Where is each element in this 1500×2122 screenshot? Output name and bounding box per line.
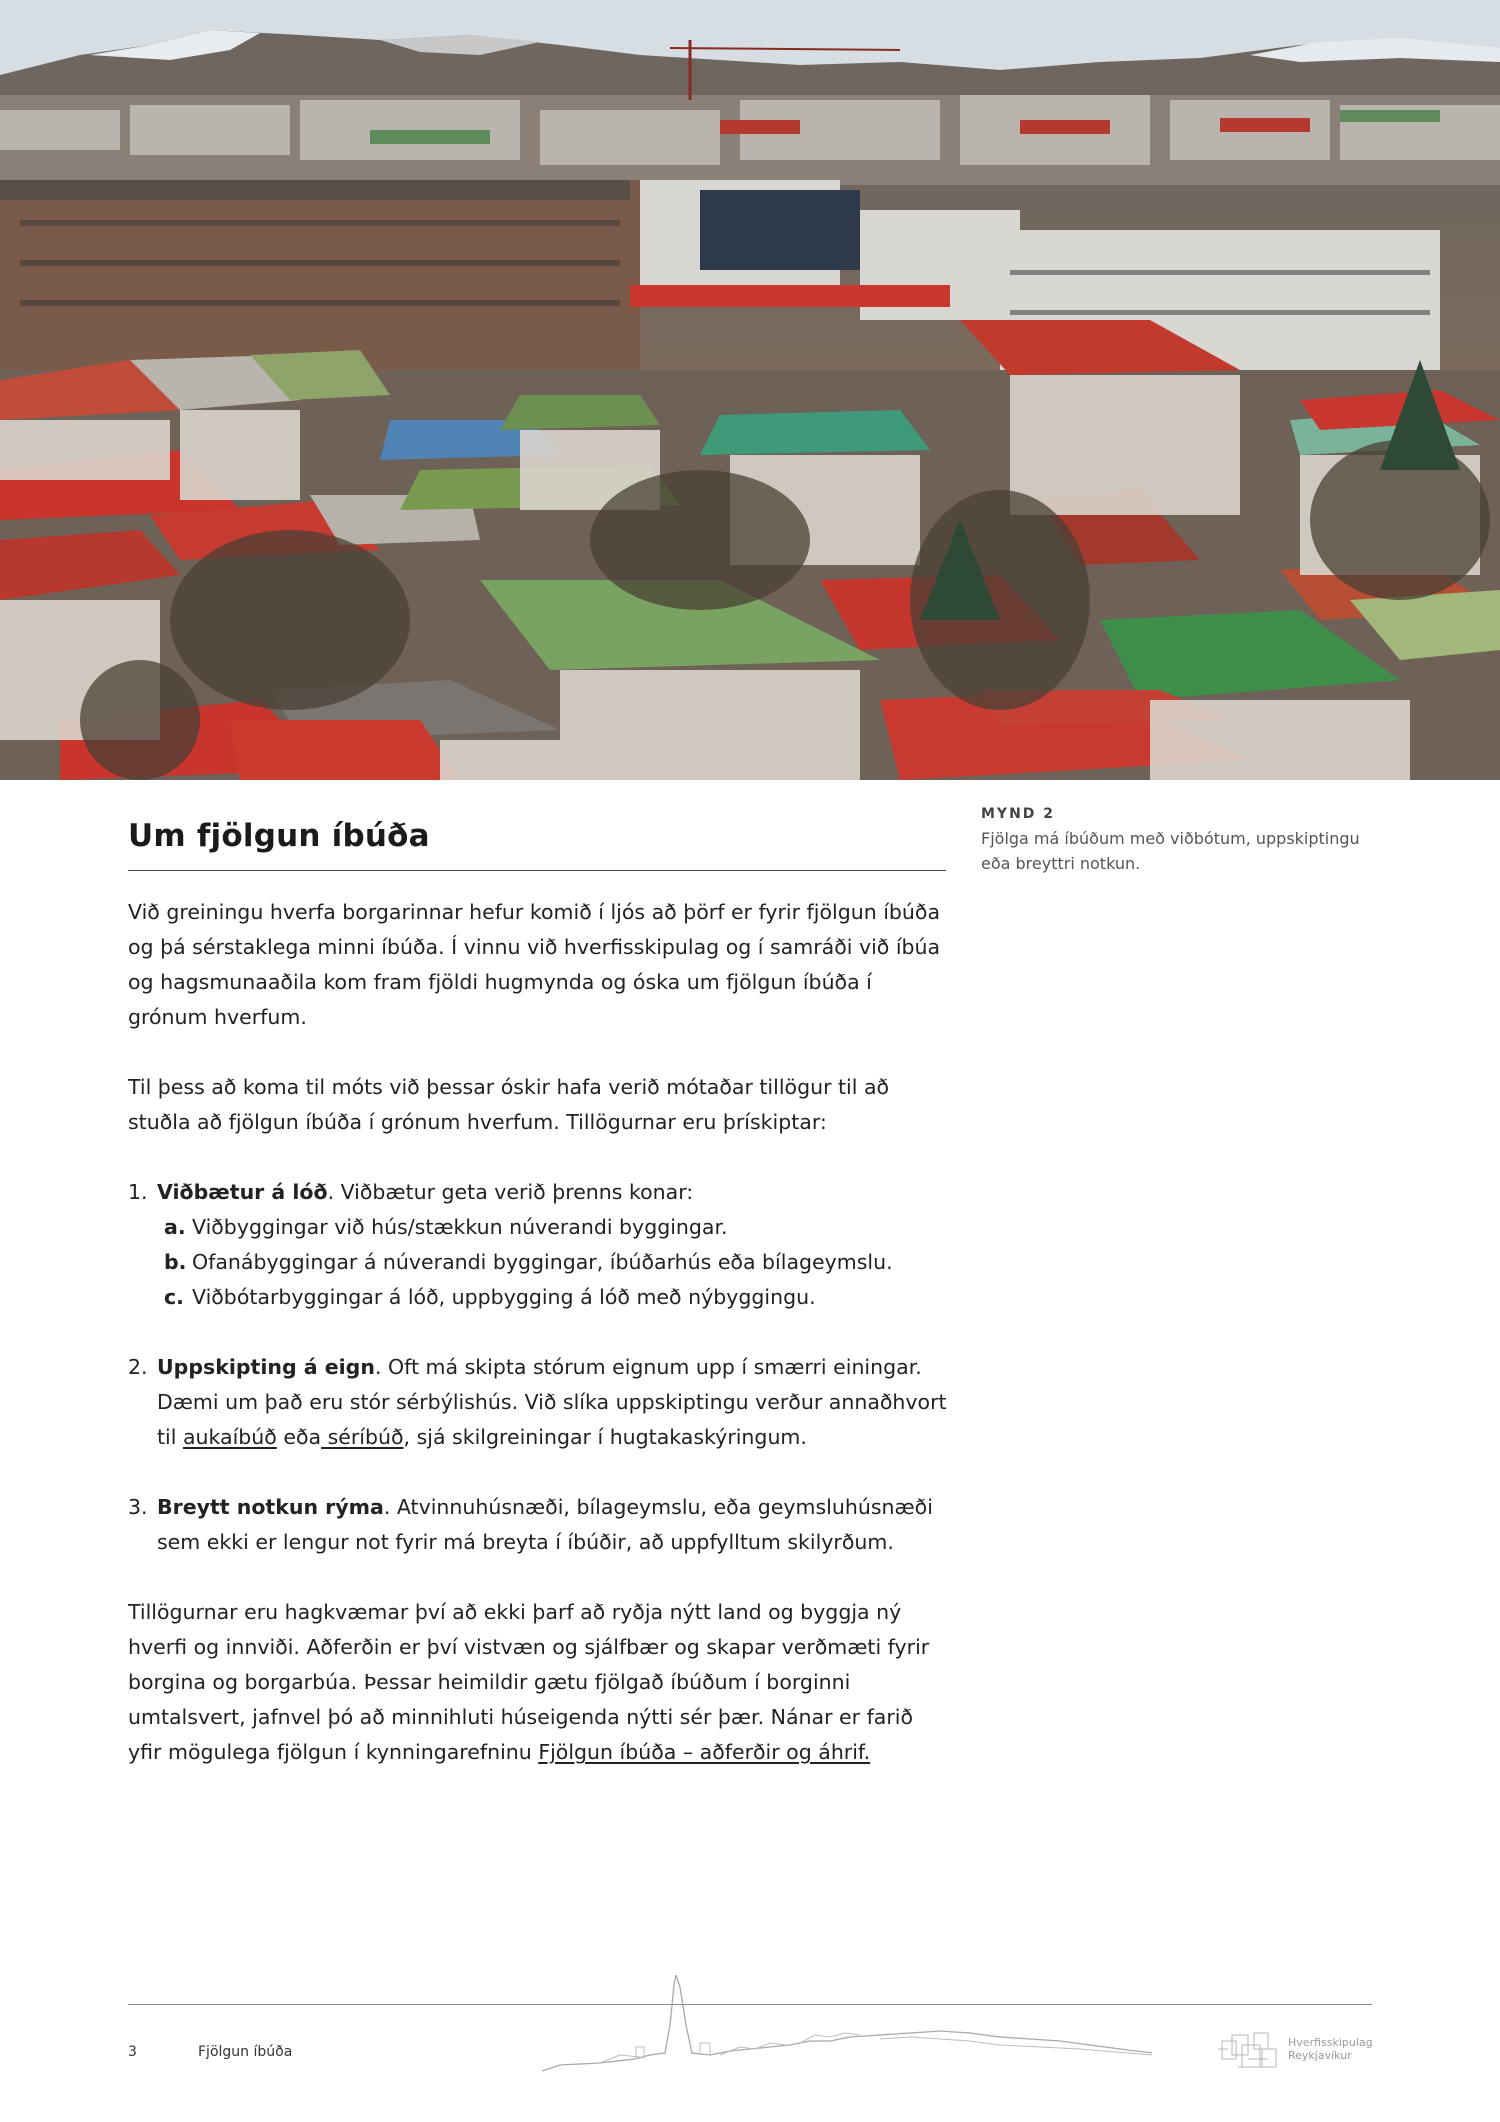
sub-item-c (128, 1280, 950, 1315)
hverfisskipulag-logo (1218, 2029, 1378, 2073)
sub-item-a (128, 1210, 950, 1245)
reykjavik-rooftops-photo (0, 0, 1500, 780)
sub-letter: b. (164, 1250, 187, 1274)
sub-text: Viðbótarbyggingar á lóð, uppbygging á lóð með nýbyggingu. (192, 1285, 816, 1309)
caption-text: Fjölga má íbúðum með viðbótum, uppskiptingu eða breyttri notkun. (981, 829, 1360, 873)
list-item-changed-use (128, 1490, 950, 1560)
kynningarefni-link[interactable]: Fjölgun íbúða – aðferðir og áhrif. (538, 1740, 871, 1764)
list-number: 1. (128, 1180, 148, 1204)
list-item-title: Breytt notkun rýma (157, 1495, 384, 1519)
sub-text: Viðbyggingar við hús/stækkun núverandi byggingar. (192, 1215, 728, 1239)
paragraph-proposals: Til þess að koma til móts við þessar óskir hafa verið mótaðar tillögur til að stuðla að fjölgun íbúða í grónum hverfum. Tillögurnar eru þrískiptar: (128, 1075, 890, 1134)
list-number: 3. (128, 1495, 148, 1519)
document-name: Fjölgun íbúða (198, 2044, 293, 2060)
aukaibud-link[interactable]: aukaíbúð (182, 1425, 277, 1449)
sub-text: Ofanábyggingar á núverandi byggingar, íbúðarhús eða bílageymslu. (192, 1250, 893, 1274)
logo-line-1: Hverfisskipulag (1288, 2036, 1373, 2049)
paragraph-text: Tillögurnar eru hagkvæmar því að ekki þarf að ryðja nýtt land og byggja ný hverfi og innviði. Aðferðin er því vistvæn og sjálfbær og skapar verðmæti fyrir borgina og borgarbúa. Þessar heimildir gætu fjölgað íbúðum í borginni umtalsvert, jafnvel þó að minnihluti húseigenda nýtti sér þær. Nánar er farið yfir mögulega fjölgun í kynningarefninu (128, 1600, 930, 1764)
list-item-text: , sjá skilgreiningar í hugtakaskýringum. (403, 1425, 807, 1449)
sub-item-b (128, 1245, 950, 1280)
sub-letter: c. (164, 1285, 184, 1309)
list-item-text: . Viðbætur geta verið þrenns konar: (327, 1180, 694, 1204)
list-item-subdivision (128, 1350, 950, 1455)
seribud-link[interactable]: séríbúð (321, 1425, 404, 1449)
paragraph-benefits (128, 1595, 950, 1770)
body-text (128, 895, 950, 1770)
figure-caption (981, 804, 1381, 876)
list-item-additions (128, 1175, 950, 1210)
page-number: 3 (128, 2044, 137, 2060)
list-item-title: Uppskipting á eign (157, 1355, 375, 1379)
header-photo (0, 0, 1500, 780)
caption-label: MYND 2 (981, 806, 1056, 822)
list-item-title: Viðbætur á lóð (157, 1180, 328, 1204)
list-item-text: eða (276, 1425, 322, 1449)
list-number: 2. (128, 1355, 148, 1379)
sub-letter: a. (164, 1215, 186, 1239)
logo-line-2: Reykjavíkur (1288, 2049, 1352, 2062)
list-item-text: . Atvinnuhúsnæði, bílageymslu, eða geymsluhúsnæði sem ekki er lengur not fyrir má breyta í íbúðir, að uppfylltum skilyrðum. (157, 1495, 933, 1554)
title-divider (128, 870, 946, 871)
skyline-line-art-icon (540, 1975, 1160, 2075)
page-title: Um fjölgun íbúða (128, 818, 430, 854)
logo-mark-icon (1218, 2029, 1282, 2073)
paragraph-intro: Við greiningu hverfa borgarinnar hefur komið í ljós að þörf er fyrir fjölgun íbúða og þá sérstaklega minni íbúða. Í vinnu við hverfisskipulag og í samráði við íbúa og hagsmunaaðila kom fram fjöldi hugmynda og óska um fjölgun íbúða í grónum hverfum. (128, 900, 941, 1029)
list-item-text: . Oft má skipta stórum eignum upp í smærri einingar. Dæmi um það eru stór sérbýlishús. Við slíka uppskiptingu verður annaðhvort til (157, 1355, 947, 1449)
